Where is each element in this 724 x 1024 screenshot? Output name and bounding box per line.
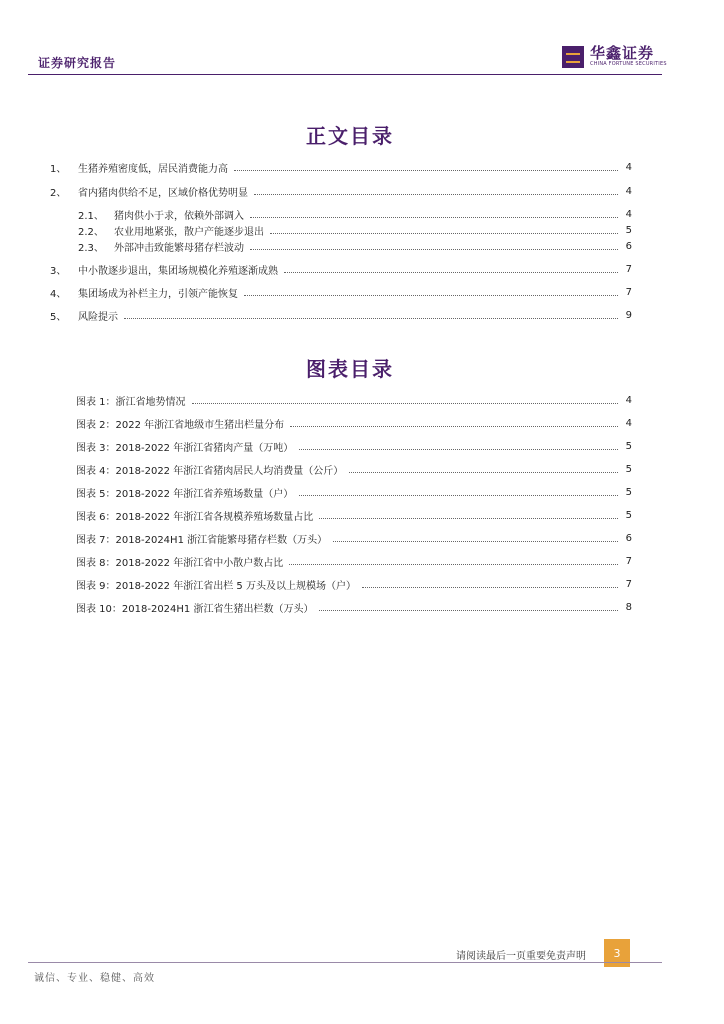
toc-item-page: 4: [625, 208, 632, 220]
toc-item-text: 风险提示: [78, 311, 118, 323]
leader-dots: [299, 494, 618, 496]
figure-toc-label: 图表 1：浙江省地势情况: [76, 396, 186, 408]
toc-item-text: 集团场成为补栏主力，引领产能恢复: [78, 288, 238, 300]
figure-toc-item[interactable]: [76, 553, 632, 569]
toc-item-number: 4、: [50, 288, 67, 300]
toc-item-text: 生猪养殖密度低，居民消费能力高: [78, 163, 228, 175]
toc-item[interactable]: [50, 183, 632, 199]
toc-item-number: 5、: [50, 311, 67, 323]
figure-toc-label: 图表 7：2018-2024H1 浙江省能繁母猪存栏数（万头）: [76, 534, 328, 546]
toc-item-number: 3、: [50, 265, 67, 277]
leader-dots: [234, 169, 618, 171]
figure-toc-item[interactable]: [76, 415, 632, 431]
toc-item[interactable]: [50, 307, 632, 323]
toc-item[interactable]: [50, 261, 632, 277]
figure-toc-page: 7: [625, 578, 632, 590]
toc-item-number: 1、: [50, 163, 67, 175]
toc-item-number: 2.3、: [78, 242, 104, 254]
toc-item-number: 2.2、: [78, 226, 104, 238]
leader-dots: [289, 563, 618, 565]
toc-item[interactable]: [50, 159, 632, 175]
logo-name-cn: 华鑫证券: [590, 44, 655, 62]
footer-divider: [28, 962, 662, 963]
leader-dots: [299, 448, 618, 450]
figure-toc-label: 图表 9：2018-2022 年浙江省出栏 5 万头及以上规模场（户）: [76, 580, 356, 592]
leader-dots: [124, 317, 618, 319]
disclaimer-note: 请阅读最后一页重要免责声明: [456, 951, 586, 962]
toc-item-page: 7: [625, 286, 632, 298]
toc-item-page: 6: [625, 240, 632, 252]
figure-toc-item[interactable]: [76, 392, 632, 408]
figure-toc-item[interactable]: [76, 530, 632, 546]
figure-toc-label: 图表 2：2022 年浙江省地级市生猪出栏量分布: [76, 419, 285, 431]
figure-toc-title: 图表目录: [306, 357, 394, 381]
figure-toc-label: 图表 10：2018-2024H1 浙江省生猪出栏数（万头）: [76, 603, 314, 615]
figure-toc-page: 5: [625, 509, 632, 521]
toc-item-text: 猪肉供小于求，依赖外部调入: [114, 210, 244, 222]
leader-dots: [254, 193, 618, 195]
toc-item[interactable]: [50, 284, 632, 300]
leader-dots: [244, 294, 618, 296]
leader-dots: [250, 248, 618, 250]
leader-dots: [349, 471, 618, 473]
leader-dots: [192, 402, 618, 404]
figure-toc-item[interactable]: [76, 599, 632, 615]
figure-toc-page: 5: [625, 440, 632, 452]
figure-toc-label: 图表 3：2018-2022 年浙江省猪肉产量（万吨）: [76, 442, 294, 454]
figure-toc-item[interactable]: [76, 461, 632, 477]
figure-toc-item[interactable]: [76, 438, 632, 454]
figure-toc-item[interactable]: [76, 484, 632, 500]
leader-dots: [319, 609, 618, 611]
figure-toc-page: 6: [625, 532, 632, 544]
toc-subitem[interactable]: [78, 222, 632, 238]
toc-item-number: 2、: [50, 187, 67, 199]
toc-subitem[interactable]: [78, 238, 632, 254]
toc-item-page: 4: [625, 161, 632, 173]
figure-toc-page: 8: [625, 601, 632, 613]
header-label: 证券研究报告: [38, 56, 117, 70]
footer-slogan: 诚信、专业、稳健、高效: [34, 973, 155, 984]
figure-toc-label: 图表 5：2018-2022 年浙江省养殖场数量（户）: [76, 488, 294, 500]
toc-item-number: 2.1、: [78, 210, 104, 222]
logo-name-en: CHINA FORTUNE SECURITIES: [590, 61, 667, 67]
toc-item-page: 5: [625, 224, 632, 236]
leader-dots: [250, 216, 618, 218]
leader-dots: [290, 425, 618, 427]
leader-dots: [333, 540, 618, 542]
leader-dots: [362, 586, 618, 588]
figure-toc-item[interactable]: [76, 576, 632, 592]
leader-dots: [284, 271, 618, 273]
toc-subitem[interactable]: [78, 206, 632, 222]
leader-dots: [270, 232, 618, 234]
figure-toc-page: 5: [625, 463, 632, 475]
leader-dots: [319, 517, 618, 519]
toc-item-text: 中小散逐步退出，集团场规模化养殖逐渐成熟: [78, 265, 278, 277]
figure-toc-page: 4: [625, 417, 632, 429]
toc-item-page: 9: [625, 309, 632, 321]
figure-toc-label: 图表 8：2018-2022 年浙江省中小散户数占比: [76, 557, 284, 569]
toc-item-page: 4: [625, 185, 632, 197]
figure-toc-page: 5: [625, 486, 632, 498]
toc-item-text: 省内猪肉供给不足，区域价格优势明显: [78, 187, 248, 199]
toc-item-text: 农业用地紧张，散户产能逐步退出: [114, 226, 264, 238]
header-divider: [28, 74, 662, 75]
toc-item-page: 7: [625, 263, 632, 275]
logo-icon: [562, 46, 584, 68]
figure-toc-label: 图表 4：2018-2022 年浙江省猪肉居民人均消费量（公斤）: [76, 465, 344, 477]
company-logo: [562, 45, 667, 68]
figure-toc-label: 图表 6：2018-2022 年浙江省各规模养殖场数量占比: [76, 511, 314, 523]
toc-item-text: 外部冲击致能繁母猪存栏波动: [114, 242, 244, 254]
figure-toc-item[interactable]: [76, 507, 632, 523]
figure-toc-page: 4: [625, 394, 632, 406]
figure-toc-page: 7: [625, 555, 632, 567]
page-number: 3: [604, 939, 630, 967]
main-toc-title: 正文目录: [306, 124, 394, 148]
